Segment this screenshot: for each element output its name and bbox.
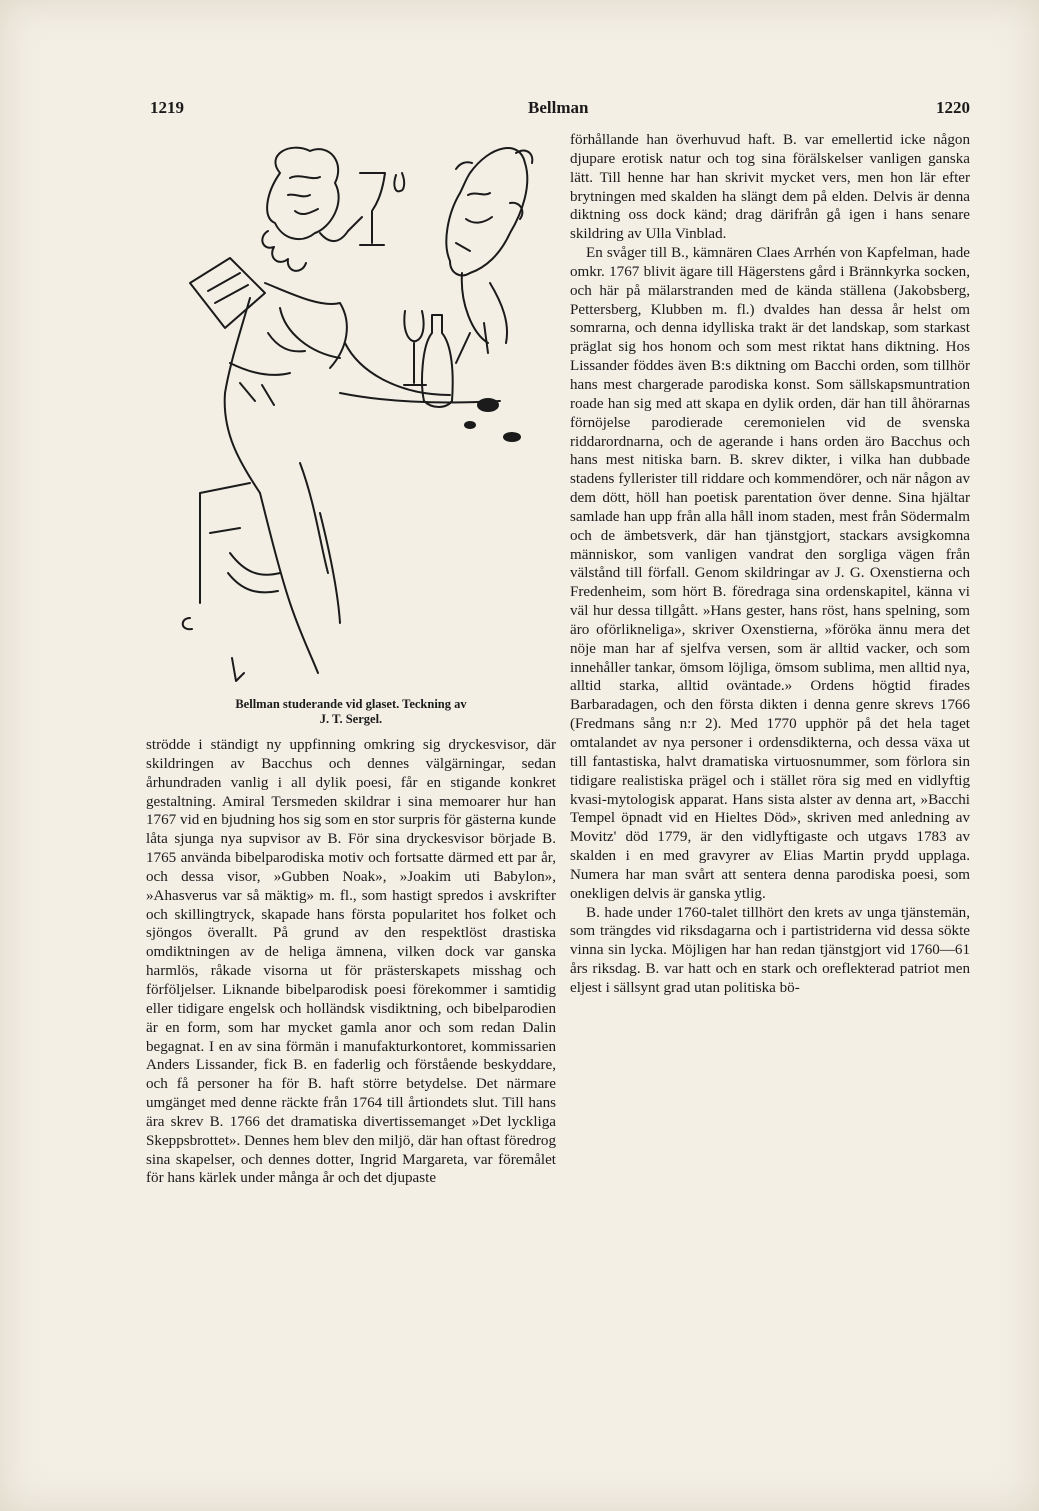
paragraph: strödde i ständigt ny uppfinning omkring sig dryckesvisor, där skildringen av Bacchus och dennes välgärningar, sedan århundraden vanlig i all dylik poesi, får en stigande konkret gestaltning. Amiral Tersmeden skildrar i sina memoarer hur han 1767 vid en bjudning hos sig som en stor surpris för gästerna kunde låta sjunga nya supvisor av B. För sina dryckesvisor började B. 1765 använda bibelparodiska motiv och fortsatte därmed ett par år, och dessa visor, »Gubben Noak», »Joakim uti Babylon», »Ahasverus var så mäktig» m. fl., som hastigt spredos i avskrifter och skillingtryck, skapade hans första popularitet hos folket och sjöngos överallt. På grund av den respektlöst drastiska omdiktningen av de heliga ämnena, vilken dock var ganska harmlös, råkade visorna ut för prästerskapets misshag och förföljelser. Liknande bibelparodisk poesi förekommer i samtidig eller tidigare engelsk och holländsk visdiktning, och bibelparodien är en form, som har mycket gamla anor och som redan Dalin begagnat. I en av sina förmän i manufakturkontoret, kommissarien Anders Lissander, fick B. en faderlig och förstående beskyddare, och få personer ha för B. haft större betydelse. Det närmare umgänget med denne räckte från 1764 till årtiondets slut. Till hans ära skrev B. 1766 det dramatiska divertissemanget »Det lyckliga Skeppsbrottet». Dennes hem blev den miljö, där han oftast föredrog sina skapelser, och dennes dotter, Ingrid Margareta, var föremålet för hans kärlek under många år och det djupaste	[146, 737, 556, 1187]
running-title: Bellman	[528, 98, 589, 117]
figure-head	[267, 148, 339, 239]
figure-caption	[146, 697, 556, 727]
caption-line-2: J. T. Sergel.	[319, 712, 383, 726]
left-text-column	[146, 736, 556, 1188]
right-text-column	[570, 131, 970, 998]
sheet-of-paper	[190, 258, 265, 328]
page-number-left: 1219	[150, 98, 184, 117]
paragraph: En svåger till B., kämnären Claes Arrhén von Kapfelman, hade omkr. 1767 blivit ägare till Hägerstens gård i Brännkyrka socken, och här på mälarstranden med de kända ställena (Jakobsberg, Pettersberg, Klubben m. fl.) dvaldes han dessa år helst om somrarna, och denna idylliska trakt är det landskap, som starkast präglat sig hos honom och som mest riktat hans diktning. Hos Lissander föddes även B:s diktning om Bacchi orden, som tillhör hans mest chargerade parodiska konst. Som sällskapsmuntration roade han sig med att skapa en dylik orden, där han till åhörarnas förnöjelse parodierade ceremonielen vid de svenska riddarordnarna, och de agerande i hans orden äro Bacchus och hans mest nitiska barn. B. skrev dikter, i vilka han dubbade stadens fyllerister till riddare och kommendörer, och när någon av dem dött, höll han poetisk parentation över denne. Sina hjältar samlade han upp från alla håll inom staden, mest från Södermalm och de ämbetsverk, där han tjänstgjort, stackars avsigkomna människor, som vanligen vandrat den sorgliga vägen från välstånd till förfall. Genom skildringar av J. G. Oxenstierna och Fredenheim, som hört B. föredraga sina ordenskapitel, känna vi väl hur dessa tillgått. »Hans gester, hans röst, hans spelning, som äro oförlikneliga», skriver Oxenstierna, »föröka ännu mera det nöje man har af sjelfva versen, som är alltid vacker, och som innehåller tankar, ömsom löjliga, ömsom sublima, men alltid nya, alltid starka, alltid oväntade.» Ordens högtid firades Barbaradagen, och den första dikten i denna genre skrevs 1766 (Fredmans sång n:r 2). Med 1770 upphör på det hela taget omtalandet av nya personer i ordensdikterna, och dessa växa ut till fantastiska, halvt dramatiska virtuosnummer, som förlora sin tidigare realistiska prägel och i stället röra sig med en vidlyftig kvasi-mytologisk apparat. Hans sista alster av denna art, »Bacchi Tempel öpnadt vid en Hieltes Död», skriven med anledning av Movitz' död 1779, är den vidlyftigaste och utgavs 1783 av skalden i en med gravyrer av Elias Martin prydd upplaga. Numera har man svårt att sentera denna parodiska poesi, som onekligen delvis är ganska ytlig.	[570, 245, 970, 902]
page-number-right: 1220	[936, 98, 970, 117]
paragraph: förhållande han överhuvud haft. B. var emellertid icke någon djupare erotisk natur och tog sina förälskelser vanligen ganska lätt. Till henne har han skrivit mycket vers, men hon lär efter brytningen med skalden ha slängt dem på elden. Delvis är denna diktning oss dock känd; drag därifrån gå igen i hans senare skildring av Ulla Vinblad.	[570, 132, 970, 243]
running-header	[150, 98, 970, 126]
wine-glass-1	[360, 173, 385, 245]
sergel-drawing-illustration	[170, 133, 540, 693]
caption-line-1: Bellman studerande vid glaset. Teckning av	[235, 697, 467, 711]
paragraph: B. hade under 1760-talet tillhört den krets av unga tjänstemän, som trängdes vid riksdagarna och i partistriderna vid dessa sökte vinna sin lycka. Möjligen har han redan tjänstgjort vid 1760—61 års riksdag. B. var hatt och en stark och oreflekterad patriot men eljest i sällsynt grad utan politiska bö-	[570, 904, 970, 996]
